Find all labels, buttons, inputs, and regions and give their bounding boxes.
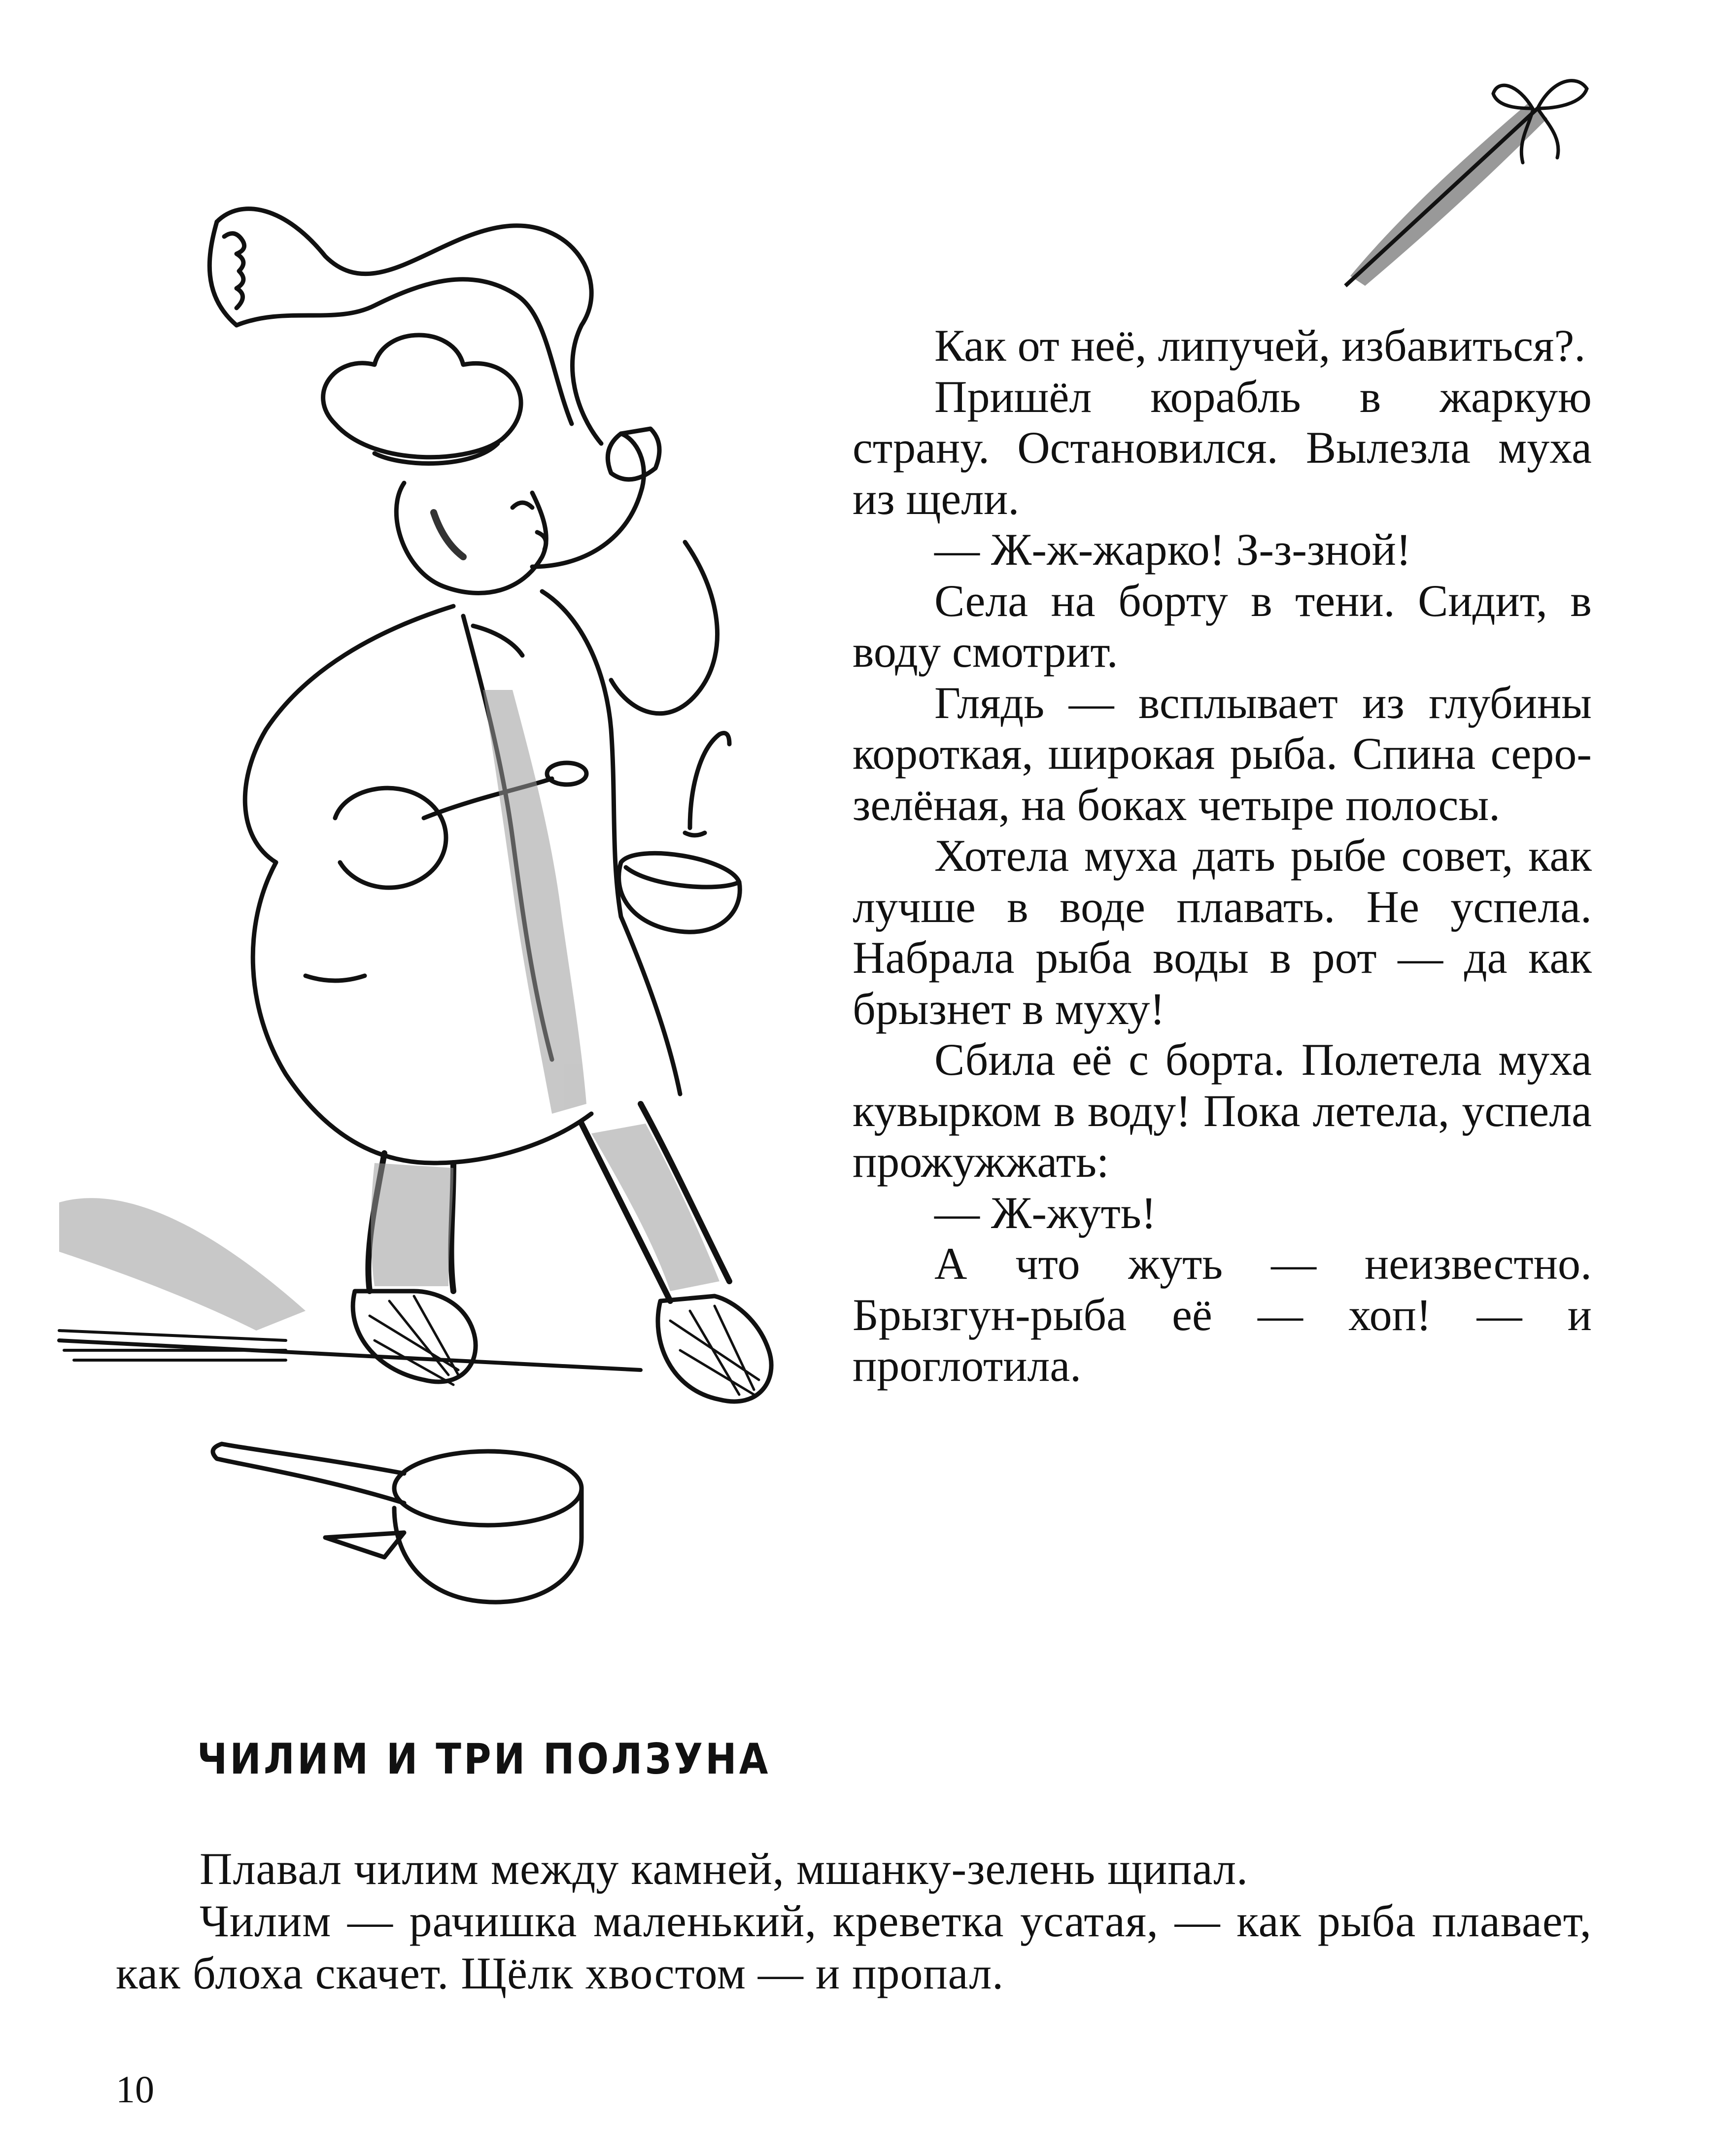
paragraph: А что жуть — неизвестно. Брызгун-рыба её — хоп! — и проглотила. bbox=[853, 1238, 1592, 1391]
paragraph: Хотела муха дать рыбе совет, как лучше в воде плавать. Не успела. Набрала рыба воды в рот — да как брызнет в муху! bbox=[853, 830, 1592, 1034]
page-number: 10 bbox=[116, 2068, 154, 2111]
paragraph: — Ж-жуть! bbox=[934, 1187, 1157, 1238]
paragraph: Чилим — рачишка маленький, креветка усатая, — как рыба плавает, как блоха скачет. Щёлк хвостом — и пропал. bbox=[116, 1895, 1592, 1998]
paragraph: Села на борту в тени. Сидит, в воду смотрит. bbox=[853, 575, 1592, 677]
paragraph: — Ж-ж-жарко! З-з-зной! bbox=[934, 524, 1411, 575]
cook-illustration bbox=[30, 49, 838, 1641]
paragraph: Плавал чилим между камней, мшанку-зелень щипал. bbox=[200, 1844, 1249, 1894]
story-end-text bbox=[853, 320, 1592, 1392]
paragraph: Пришёл корабль в жаркую страну. Остановился. Вылезла муха из щели. bbox=[853, 371, 1592, 524]
paragraph: Глядь — всплывает из глубины короткая, широкая рыба. Спина серо-зелёная, на боках четыре полосы. bbox=[853, 677, 1592, 830]
paragraph: Сбила её с борта. Полетела муха кувырком в воду! Пока летела, успела прожужжать: bbox=[853, 1034, 1592, 1187]
section-body bbox=[116, 1843, 1592, 1999]
feather-illustration bbox=[1331, 54, 1607, 296]
section-title: ЧИЛИМ И ТРИ ПОЛЗУНА bbox=[197, 1735, 771, 1784]
paragraph: Как от неё, липучей, избавиться?. bbox=[934, 320, 1586, 371]
